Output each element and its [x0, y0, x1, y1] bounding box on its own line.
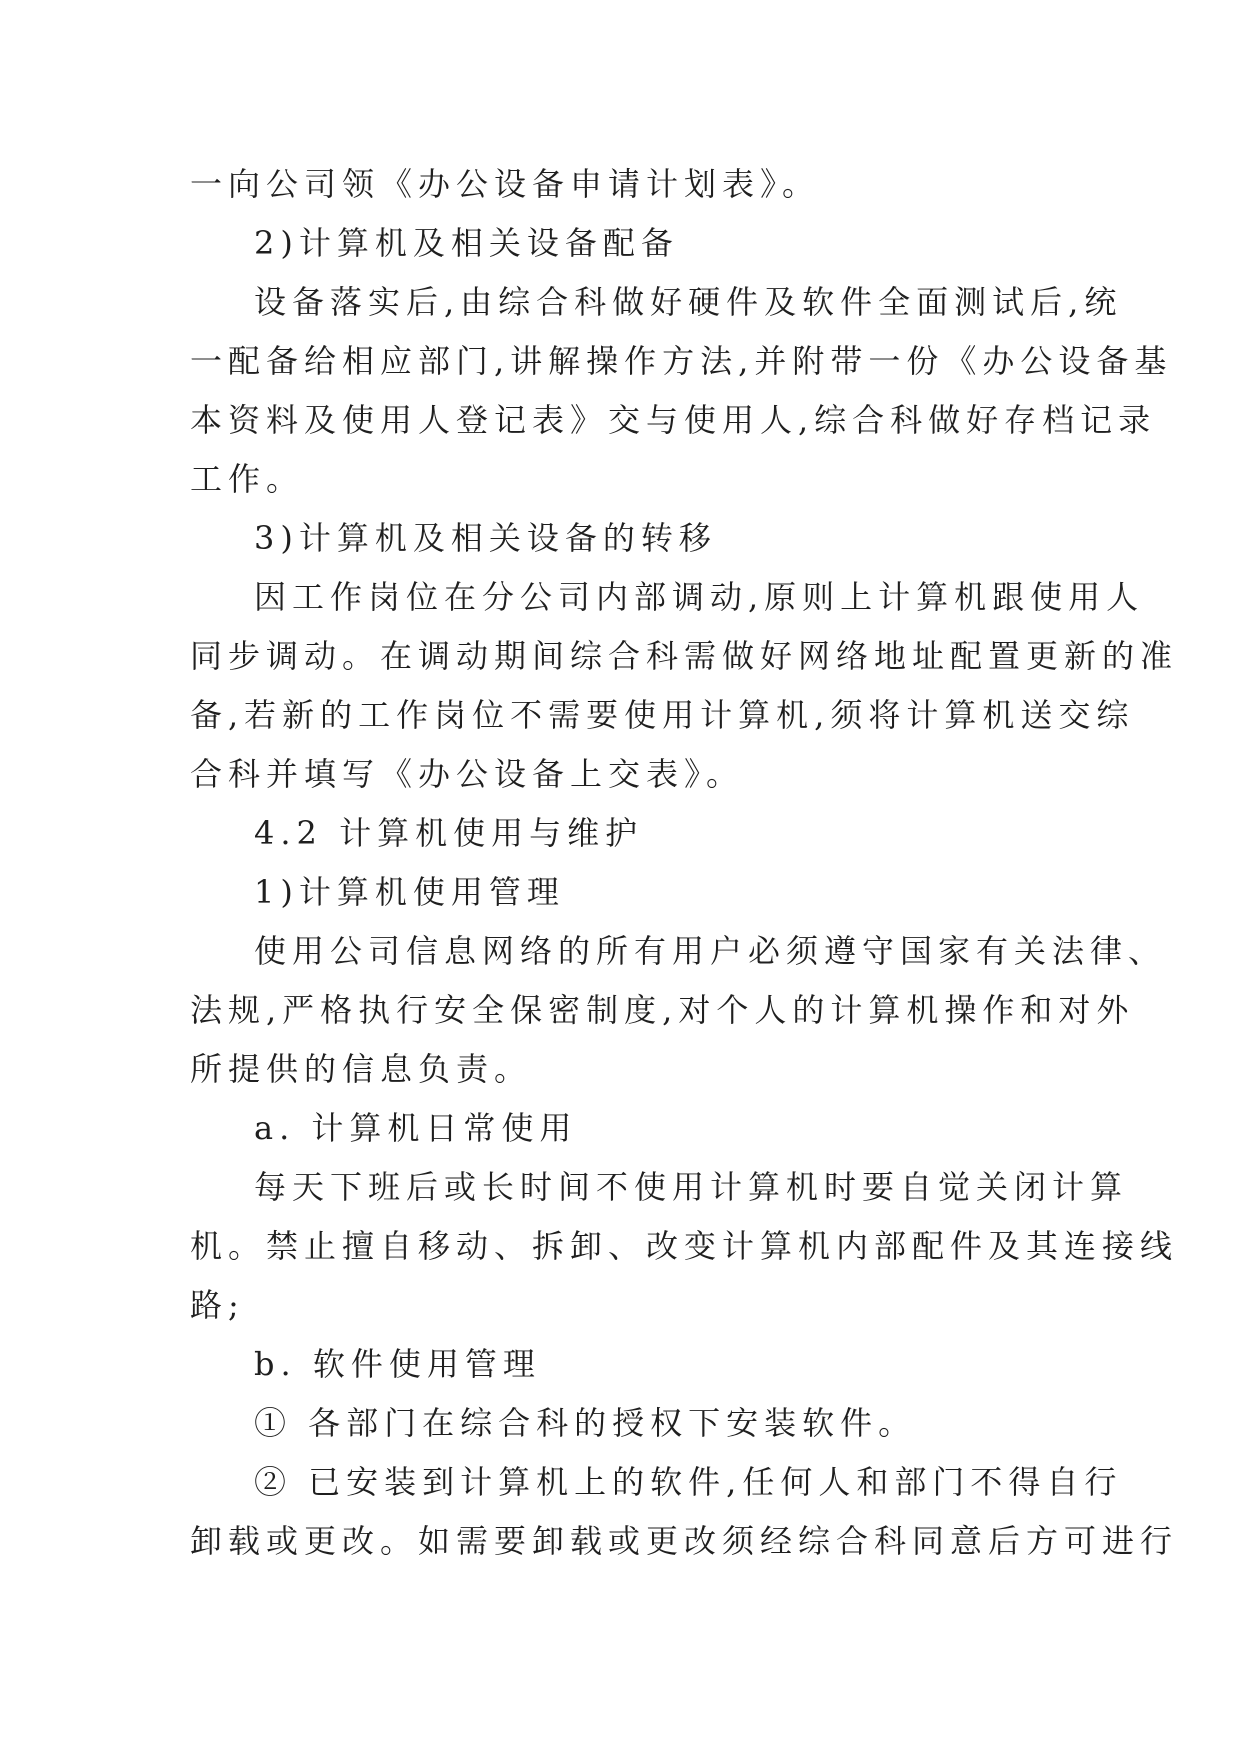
text-line: 卸载或更改。如需要卸载或更改须经综合科同意后方可进行	[190, 1522, 1179, 1560]
paragraph-usage-management	[190, 922, 1167, 1099]
heading-text: 3)计算机及相关设备的转移	[254, 519, 717, 557]
list-item-text: ① 各部门在综合科的授权下安装软件。	[254, 1404, 917, 1442]
heading-text: 2)计算机及相关设备配备	[254, 224, 679, 262]
heading-text: 1)计算机使用管理	[254, 873, 565, 911]
section-heading-usage-maintenance	[190, 804, 1070, 863]
paragraph-daily-use	[190, 1158, 1179, 1335]
text-line: 一向公司领《办公设备申请计划表》。	[190, 165, 821, 203]
text-line: 设备落实后,由综合科做好硬件及软件全面测试后,统	[254, 283, 1123, 321]
section-heading-daily-use	[190, 1099, 1070, 1158]
paragraph-continuation	[190, 155, 1070, 214]
section-heading-software-management	[190, 1335, 1070, 1394]
paragraph-equipment-allocation	[190, 273, 1173, 509]
text-line: 路;	[190, 1286, 245, 1324]
text-line: 法规,严格执行安全保密制度,对个人的计算机操作和对外	[190, 991, 1135, 1029]
document-body	[190, 155, 1179, 1571]
section-heading-equipment-transfer	[190, 509, 1070, 568]
text-line: 备,若新的工作岗位不需要使用计算机,须将计算机送交综	[190, 696, 1135, 734]
heading-text: 4.2 计算机使用与维护	[254, 814, 644, 852]
text-line: 使用公司信息网络的所有用户必须遵守国家有关法律、	[254, 932, 1167, 970]
text-line: 机。禁止擅自移动、拆卸、改变计算机内部配件及其连接线	[190, 1227, 1179, 1265]
text-line: 本资料及使用人登记表》交与使用人,综合科做好存档记录	[190, 401, 1157, 439]
text-line: ② 已安装到计算机上的软件,任何人和部门不得自行	[254, 1463, 1123, 1501]
paragraph-equipment-transfer	[190, 568, 1179, 804]
list-item-software-uninstall	[190, 1453, 1179, 1571]
text-line: 所提供的信息负责。	[190, 1050, 533, 1088]
heading-text: b. 软件使用管理	[254, 1345, 541, 1383]
section-heading-usage-management	[190, 863, 1070, 922]
list-item-software-install	[190, 1394, 1070, 1453]
text-line: 工作。	[190, 460, 305, 498]
text-line: 同步调动。在调动期间综合科需做好网络地址配置更新的准	[190, 637, 1179, 675]
heading-text: a. 计算机日常使用	[254, 1109, 578, 1147]
text-line: 每天下班后或长时间不使用计算机时要自觉关闭计算	[254, 1168, 1129, 1206]
section-heading-equipment-allocation	[190, 214, 1070, 273]
text-line: 因工作岗位在分公司内部调动,原则上计算机跟使用人	[254, 578, 1145, 616]
text-line: 合科并填写《办公设备上交表》。	[190, 755, 745, 793]
text-line: 一配备给相应部门,讲解操作方法,并附带一份《办公设备基	[190, 342, 1173, 380]
